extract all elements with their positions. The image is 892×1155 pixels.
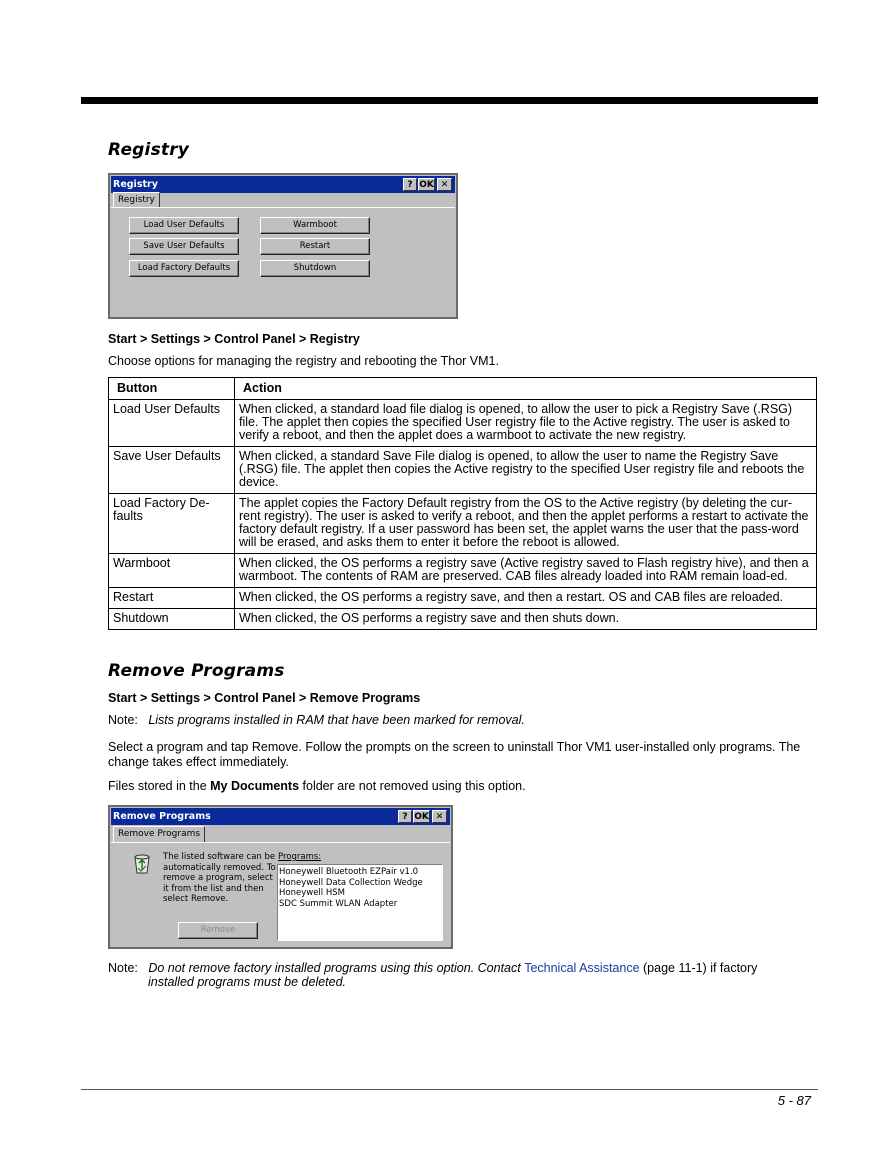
table-header-row: [109, 378, 817, 400]
list-item[interactable]: Honeywell Bluetooth EZPair v1.0: [279, 867, 419, 877]
my-documents-label: My Documents: [210, 779, 300, 793]
tab-registry[interactable]: Registry: [113, 192, 160, 208]
table-row: [109, 588, 817, 609]
registry-breadcrumb: Start > Settings > Control Panel > Registry: [108, 332, 360, 346]
table-cell-button: Warmboot: [109, 554, 235, 588]
list-item[interactable]: SDC Summit WLAN Adapter: [279, 898, 398, 909]
remove-programs-dialog: [108, 805, 453, 949]
remove-programs-heading: Remove Programs: [108, 661, 285, 681]
files-note: [108, 779, 526, 794]
registry-table: [108, 377, 817, 630]
column-header-action: Action: [235, 378, 817, 400]
table-row: [109, 400, 817, 447]
close-icon[interactable]: ✕: [437, 178, 452, 191]
header-rule: [81, 97, 818, 104]
note-text: Do not remove factory installed programs using this option. Contact: [148, 961, 525, 975]
note-1: [108, 713, 525, 727]
table-row: [109, 609, 817, 630]
table-row: [109, 554, 817, 588]
table-row: [109, 447, 817, 494]
files-note-text-end: folder are not removed using this option.: [299, 779, 526, 793]
help-button[interactable]: ?: [398, 810, 412, 823]
recycle-bin-icon: [130, 851, 154, 875]
note-label: Note:: [108, 961, 138, 975]
list-item[interactable]: Honeywell Data Collection Wedge: [279, 877, 423, 888]
load-factory-defaults-button[interactable]: Load Factory Defaults: [129, 260, 239, 277]
registry-dialog-titlebar: [111, 176, 455, 193]
remove-intro: Select a program and tap Remove. Follow the prompts on the screen to uninstall Thor VM1 user-installed only programs. The change takes effect immediately.: [108, 740, 801, 769]
table-cell-button: Shutdown: [109, 609, 235, 630]
registry-tab-panel: [111, 207, 455, 208]
table-cell-button: Save User Defaults: [109, 447, 235, 494]
remove-button[interactable]: Remove: [178, 922, 258, 939]
table-cell-button: Load Factory De-faults: [109, 494, 235, 554]
table-cell-action: When clicked, the OS performs a registry save (Active registry saved to Flash registry hive), and then a warmboot. The contents of RAM are preserved. CAB files already loaded into RAM remain load-ed.: [235, 554, 817, 588]
note-text-after: (page 11-1) if factory: [639, 961, 758, 975]
table-cell-action: The applet copies the Factory Default registry from the OS to the Active registry (by deleting the cur-rent registry). The user is asked to verify a reboot, and then the applet performs a restart to activate the factory default registry. If a user password has been set, the applet warns the user that the pass-word will be erased, and asks them to enter it before the reboot is allowed.: [235, 494, 817, 554]
note-text: Lists programs installed in RAM that have been marked for removal.: [148, 713, 525, 727]
remove-dialog-titlebar: [111, 808, 450, 825]
restart-button[interactable]: Restart: [260, 238, 370, 255]
files-note-text: Files stored in the: [108, 779, 211, 793]
table-cell-action: When clicked, a standard Save File dialog is opened, to allow the user to name the Registry Save (.RSG) file. The applet then copies the Active registry to the specified User registry file and reboots the device.: [235, 447, 817, 494]
ok-button[interactable]: OK: [414, 812, 429, 822]
help-button[interactable]: ?: [403, 178, 417, 191]
table-cell-action: When clicked, the OS performs a registry save, and then a restart. OS and CAB files are reloaded.: [235, 588, 817, 609]
remove-programs-breadcrumb: Start > Settings > Control Panel > Remove Programs: [108, 691, 421, 705]
load-user-defaults-button[interactable]: Load User Defaults: [129, 217, 239, 234]
registry-dialog-title: Registry: [113, 179, 158, 190]
table-cell-action: When clicked, a standard load file dialog is opened, to allow the user to pick a Registry Save (.RSG) file. The applet then copies the specified User registry file to the Active registry. The user is asked to verify a reboot, and then the applet does a warmboot to activate the new registry.: [235, 400, 817, 447]
table-row: [109, 494, 817, 554]
page-number: 5 - 87: [777, 1093, 811, 1108]
table-cell-button: Load User Defaults: [109, 400, 235, 447]
remove-dialog-title: Remove Programs: [113, 811, 211, 822]
shutdown-button[interactable]: Shutdown: [260, 260, 370, 277]
remove-info-text: The listed software can be automatically removed. To remove a program, select it from the list and then select Remove.: [163, 852, 276, 904]
ok-button[interactable]: OK: [419, 180, 434, 190]
list-item[interactable]: Honeywell HSM: [279, 888, 345, 898]
column-header-button: Button: [109, 378, 235, 400]
programs-listbox[interactable]: [277, 864, 443, 941]
note-2: [108, 961, 818, 989]
table-cell-button: Restart: [109, 588, 235, 609]
save-user-defaults-button[interactable]: Save User Defaults: [129, 238, 239, 255]
close-icon[interactable]: ✕: [432, 810, 447, 823]
registry-dialog: [108, 173, 458, 319]
footer-rule: [81, 1089, 818, 1090]
technical-assistance-link[interactable]: Technical Assistance: [524, 961, 640, 975]
note-text-line2: installed programs must be deleted.: [148, 975, 347, 989]
registry-intro: Choose options for managing the registry and rebooting the Thor VM1.: [108, 354, 499, 368]
programs-label: Programs:: [278, 852, 322, 862]
table-cell-action: When clicked, the OS performs a registry save and then shuts down.: [235, 609, 817, 630]
registry-heading: Registry: [108, 140, 190, 160]
warmboot-button[interactable]: Warmboot: [260, 217, 370, 234]
remove-tab-panel: [111, 842, 450, 843]
tab-remove-programs[interactable]: Remove Programs: [113, 826, 205, 842]
note-label: Note:: [108, 713, 138, 727]
